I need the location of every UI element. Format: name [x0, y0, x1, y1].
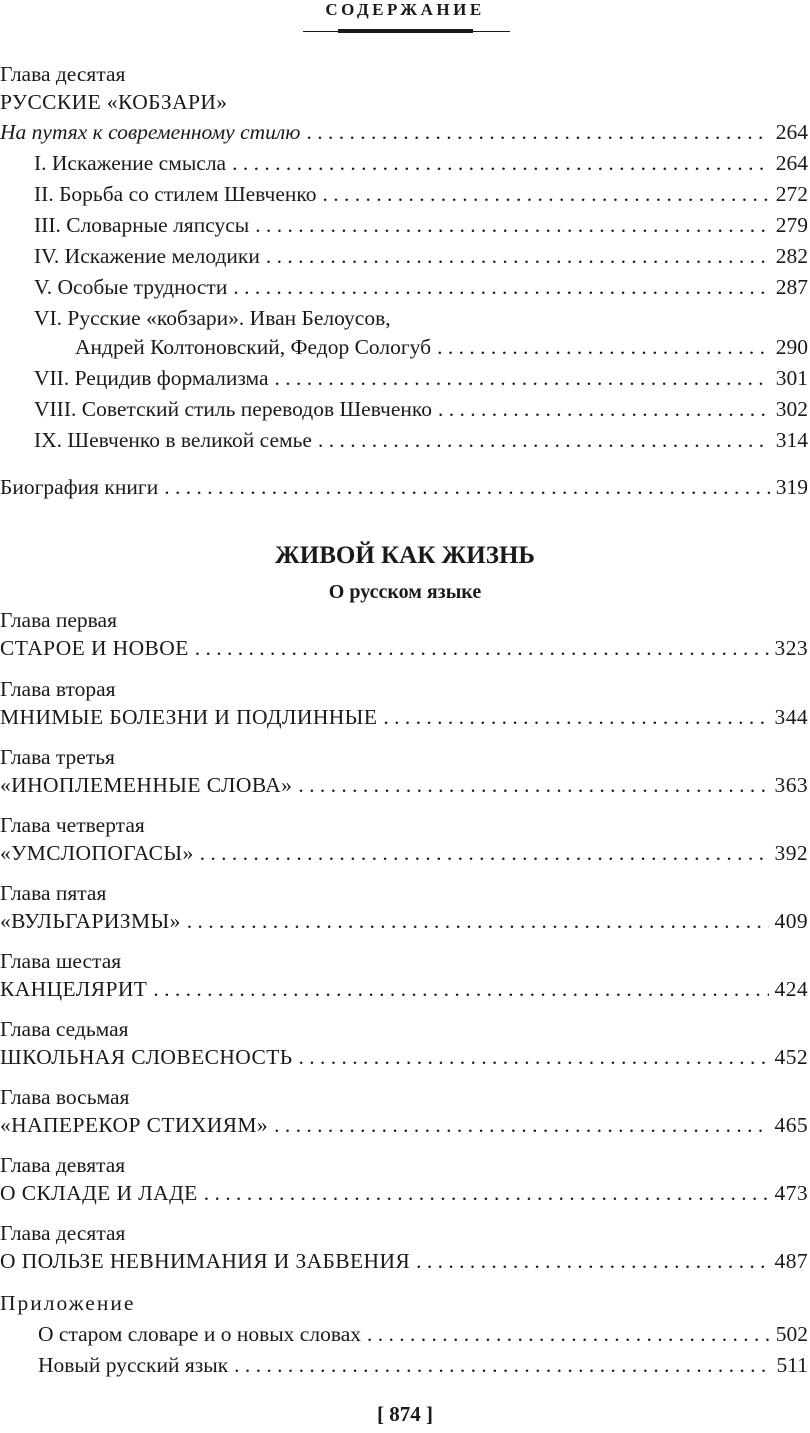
toc-entry[interactable]: [0, 907, 808, 935]
toc-entry[interactable]: [0, 975, 808, 1003]
toc-entry-page: 452: [774, 1045, 808, 1069]
toc-entry[interactable]: [34, 242, 808, 270]
toc-entry-page: 511: [776, 1353, 808, 1377]
toc-entry-page: 264: [775, 120, 808, 144]
toc-entry[interactable]: [34, 273, 808, 301]
chapter-label: Глава шестая: [0, 949, 122, 973]
toc-entry-page: 302: [775, 397, 808, 421]
toc-entry[interactable]: [34, 180, 808, 208]
toc-entry-title: СТАРОЕ И НОВОЕ: [0, 636, 189, 660]
toc-entry[interactable]: [34, 364, 808, 392]
toc-entry-title: «УМСЛОПОГАСЫ»: [0, 841, 194, 865]
toc-entry-page: 344: [774, 705, 808, 729]
toc-entry[interactable]: [0, 1043, 808, 1071]
toc-entry[interactable]: [0, 118, 808, 146]
toc-entry[interactable]: [34, 149, 808, 177]
running-header: СОДЕРЖАНИЕ: [325, 0, 485, 19]
toc-entry-page: 424: [774, 977, 808, 1001]
chapter-label: Глава четвертая: [0, 813, 145, 837]
dot-leader: [255, 211, 770, 239]
book-subtitle: О русском языке: [328, 581, 482, 603]
toc-entry-title: «ИНОПЛЕМЕННЫЕ СЛОВА»: [0, 773, 293, 797]
chapter-label: Глава седьмая: [0, 1017, 129, 1041]
toc-entry-title: IX. Шевченко в великой семье: [34, 428, 312, 452]
toc-entry-page: 287: [775, 275, 808, 299]
dot-leader: [416, 1247, 768, 1275]
toc-entry-title: ШКОЛЬНАЯ СЛОВЕСНОСТЬ: [0, 1045, 293, 1069]
dot-leader: [275, 364, 770, 392]
toc-entry-page: 290: [775, 335, 808, 359]
book-title: ЖИВОЙ КАК ЖИЗНЬ: [275, 542, 535, 569]
toc-entry[interactable]: [0, 634, 808, 662]
toc-entry[interactable]: [0, 473, 808, 501]
toc-entry-page: 465: [774, 1113, 808, 1137]
dot-leader: [266, 242, 770, 270]
dot-leader: [234, 1351, 770, 1379]
chapter-label: Глава девятая: [0, 1153, 126, 1177]
toc-entry-title: О старом словаре и о новых словах: [38, 1322, 361, 1346]
dot-leader: [298, 771, 768, 799]
dot-leader: [153, 975, 768, 1003]
toc-entry-page: 392: [774, 841, 808, 865]
toc-entry[interactable]: [38, 1320, 808, 1348]
dot-leader: [299, 1043, 769, 1071]
dot-leader: [318, 426, 770, 454]
chapter-label: Глава третья: [0, 745, 115, 769]
chapter-label: Глава первая: [0, 608, 117, 632]
dot-leader: [274, 1111, 768, 1139]
toc-entry[interactable]: [0, 1179, 808, 1207]
chapter-label: Глава восьмая: [0, 1085, 130, 1109]
toc-entry-page: 323: [774, 636, 808, 660]
toc-entry-title: IV. Искажение мелодики: [34, 244, 260, 268]
dot-leader: [232, 149, 770, 177]
chapter-label: Глава десятая: [0, 1221, 126, 1245]
toc-entry[interactable]: [34, 395, 808, 423]
dot-leader: [195, 634, 769, 662]
chapter-label: Глава десятая: [0, 62, 126, 86]
toc-entry-title: Новый русский язык: [38, 1353, 229, 1377]
toc-entry-page: 319: [775, 475, 808, 499]
toc-entry-page: 502: [775, 1322, 808, 1346]
header-rule-accent: [338, 29, 473, 33]
toc-entry-title: VIII. Советский стиль переводов Шевченко: [34, 397, 433, 421]
dot-leader: [204, 1179, 769, 1207]
chapter-label: Глава пятая: [0, 881, 107, 905]
dot-leader: [322, 180, 769, 208]
toc-entry[interactable]: [0, 771, 808, 799]
toc-entry-page: 363: [774, 773, 808, 797]
dot-leader: [306, 118, 769, 146]
toc-entry-title: VII. Рецидив формализма: [34, 366, 269, 390]
chapter-title: РУССКИЕ «КОБЗАРИ»: [0, 90, 228, 114]
toc-entry-title: О ПОЛЬЗЕ НЕВНИМАНИЯ И ЗАБВЕНИЯ: [0, 1249, 411, 1273]
toc-entry-title: На путях к современному стилю: [0, 120, 301, 144]
toc-entry-title: «ВУЛЬГАРИЗМЫ»: [0, 909, 181, 933]
toc-entry[interactable]: [38, 1351, 808, 1379]
toc-entry-title: МНИМЫЕ БОЛЕЗНИ И ПОДЛИННЫЕ: [0, 705, 378, 729]
toc-entry-page: 264: [775, 151, 808, 175]
toc-entry-title-line2: Андрей Колтоновский, Федор Сологуб: [75, 335, 432, 359]
dot-leader: [164, 473, 770, 501]
toc-entry-page: 473: [774, 1181, 808, 1205]
toc-entry[interactable]: [75, 333, 808, 361]
toc-entry[interactable]: [0, 1111, 808, 1139]
toc-entry-title: V. Особые трудности: [34, 275, 228, 299]
dot-leader: [437, 333, 770, 361]
toc-entry-page: 409: [774, 909, 808, 933]
toc-entry[interactable]: [0, 1247, 808, 1275]
dot-leader: [200, 839, 769, 867]
toc-entry-title: КАНЦЕЛЯРИТ: [0, 977, 148, 1001]
toc-entry-title-line1[interactable]: VI. Русские «кобзари». Иван Белоусов,: [34, 306, 391, 330]
toc-entry-page: 282: [775, 244, 808, 268]
dot-leader: [438, 395, 770, 423]
dot-leader: [233, 273, 769, 301]
toc-entry[interactable]: [0, 839, 808, 867]
toc-entry[interactable]: [34, 426, 808, 454]
toc-entry[interactable]: [34, 211, 808, 239]
page-number: [ 874 ]: [377, 1402, 433, 1426]
toc-entry-page: 279: [775, 213, 808, 237]
toc-entry-page: 314: [775, 428, 808, 452]
chapter-label: Глава вторая: [0, 677, 116, 701]
toc-entry-title: О СКЛАДЕ И ЛАДЕ: [0, 1181, 198, 1205]
dot-leader: [367, 1320, 770, 1348]
toc-entry-title: III. Словарные ляпсусы: [34, 213, 250, 237]
toc-entry-title: Биография книги: [0, 475, 159, 499]
dot-leader: [383, 703, 768, 731]
toc-entry-page: 301: [775, 366, 808, 390]
toc-entry-page: 487: [774, 1249, 808, 1273]
toc-entry-title: II. Борьба со стилем Шевченко: [34, 182, 317, 206]
toc-entry-page: 272: [775, 182, 808, 206]
dot-leader: [187, 907, 769, 935]
toc-entry-title: «НАПЕРЕКОР СТИХИЯМ»: [0, 1113, 269, 1137]
toc-entry[interactable]: [0, 703, 808, 731]
appendix-label: Приложение: [0, 1291, 136, 1315]
toc-entry-title: I. Искажение смысла: [34, 151, 227, 175]
